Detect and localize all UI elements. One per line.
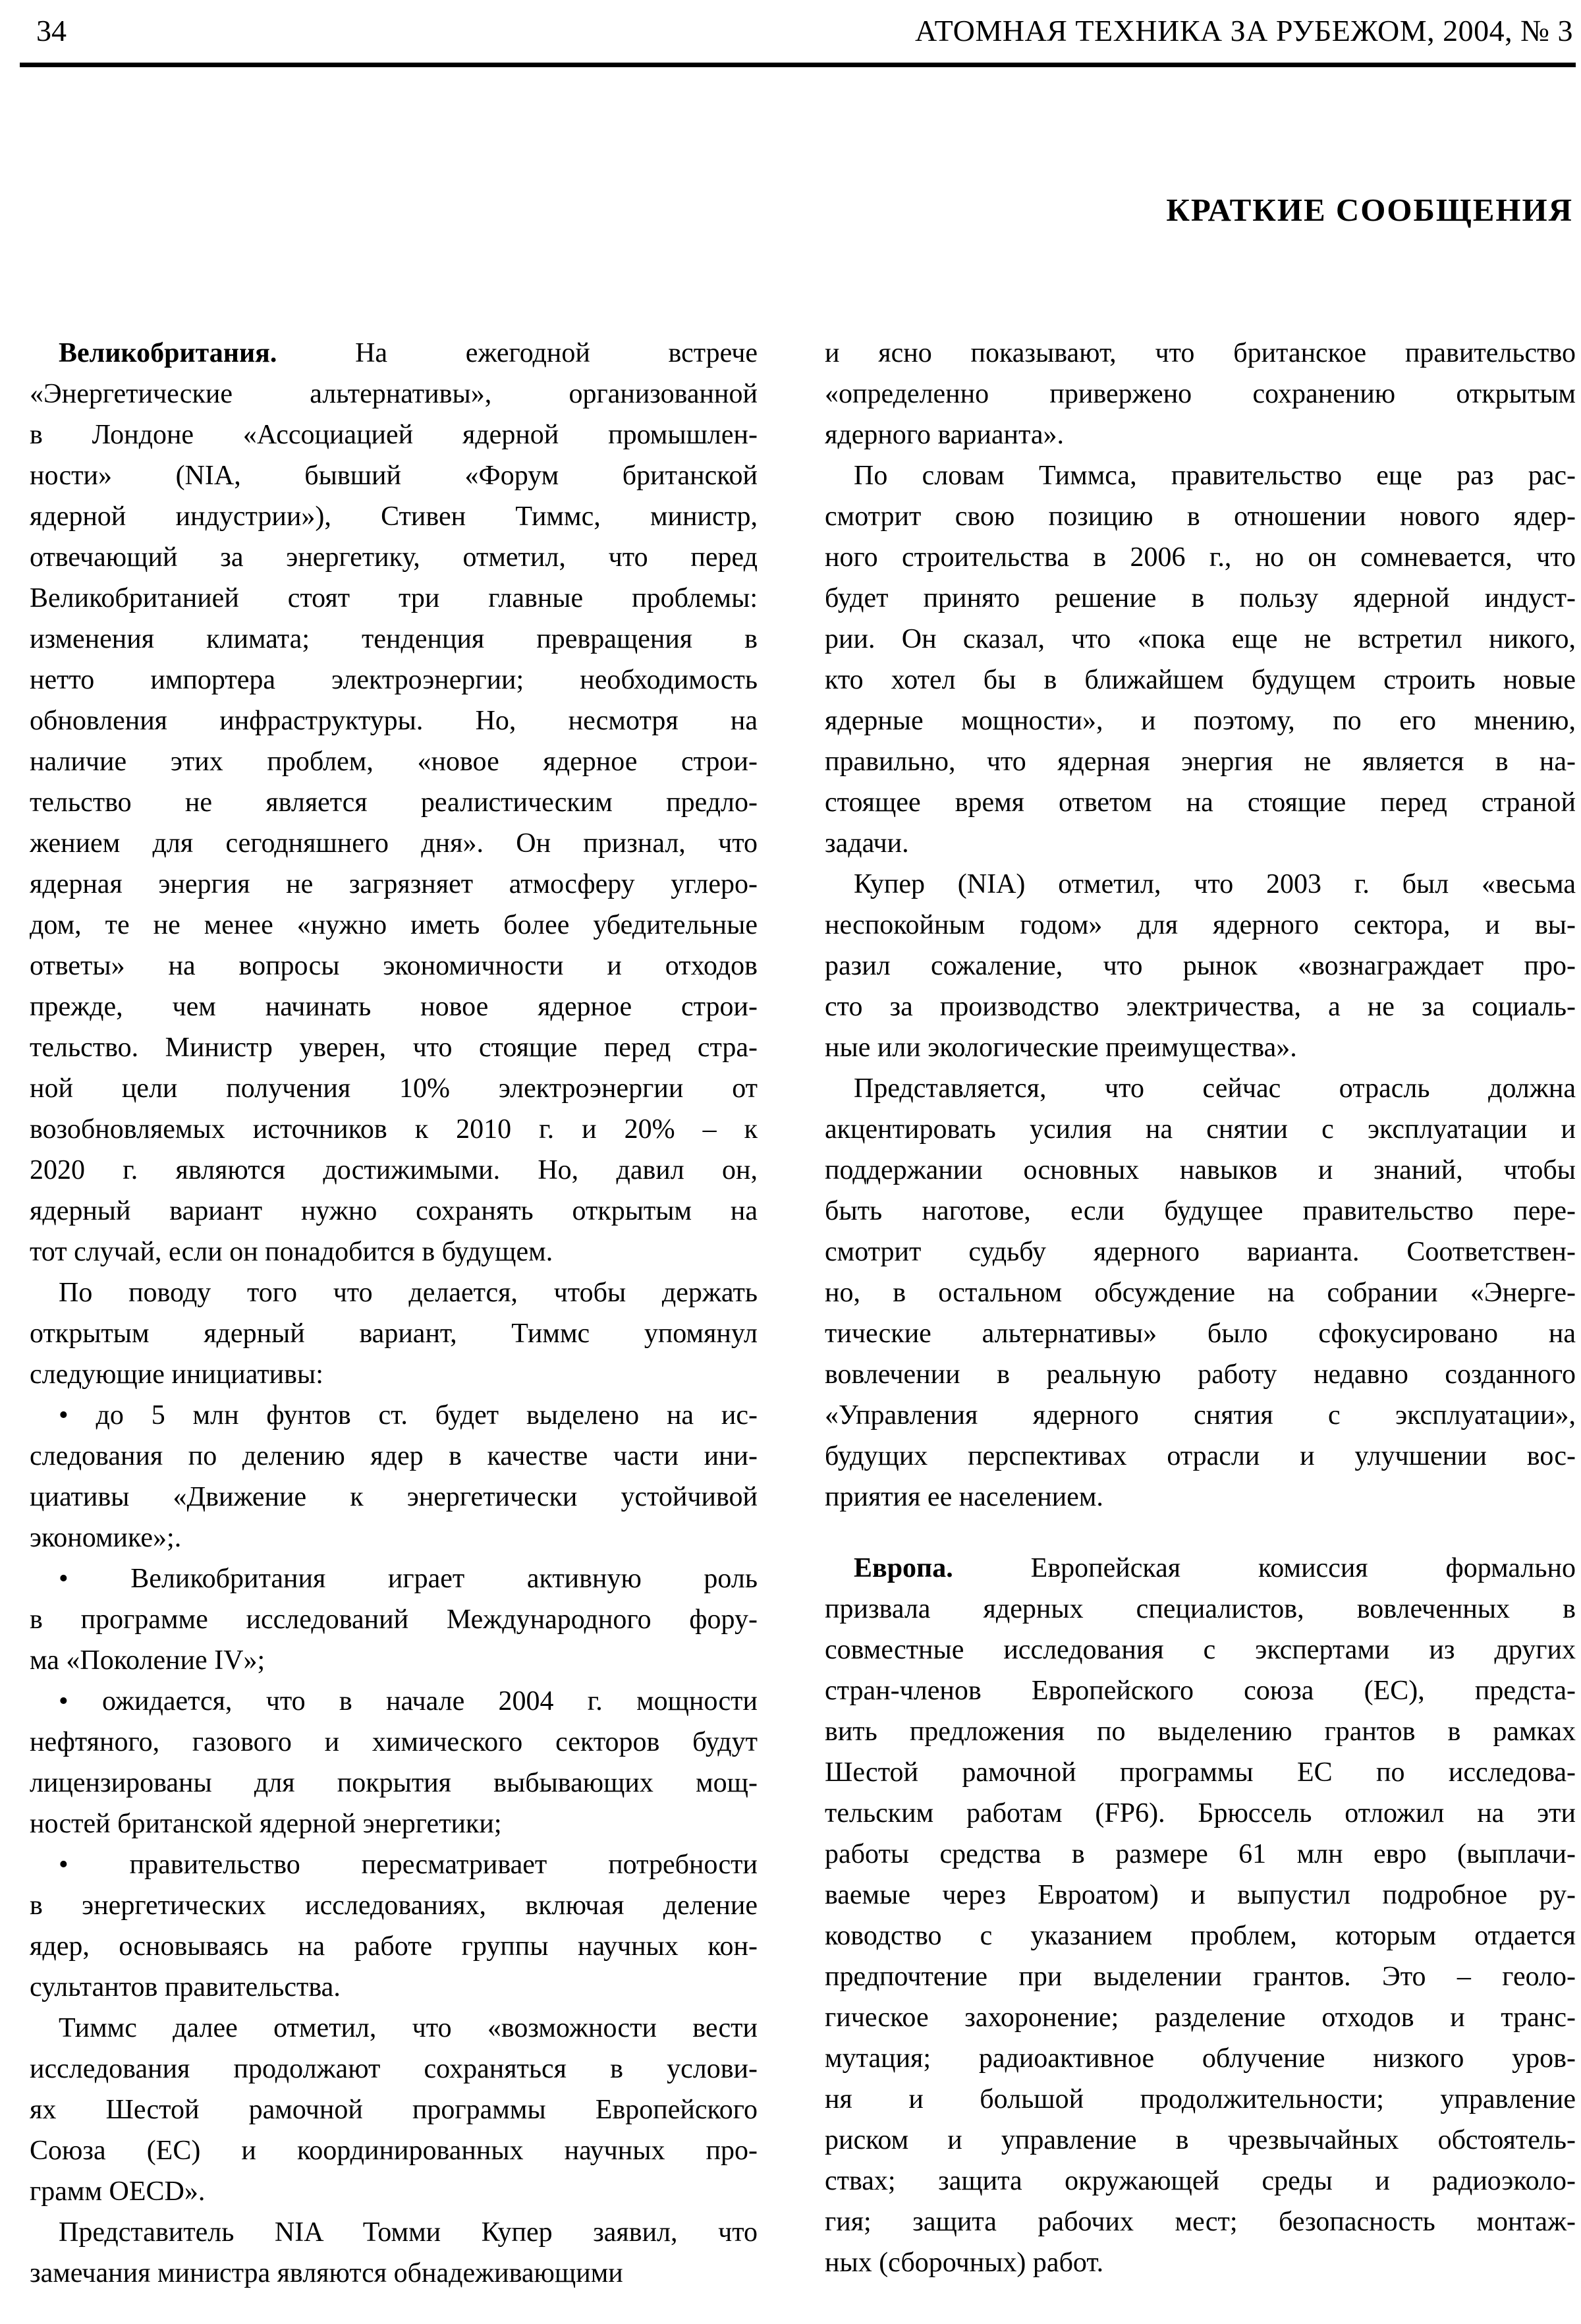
text-line: прежде, чем начинать новое ядерное строи-	[30, 992, 758, 1022]
paragraph	[825, 864, 1576, 1068]
text-line: неспокойным годом» для ядерного сектора, и вы-	[825, 910, 1576, 940]
paragraph	[825, 455, 1576, 864]
text-line: ядерный вариант нужно сохранять открытым на	[30, 1196, 758, 1226]
text-line: «определенно привержено сохранению открытым	[825, 379, 1576, 409]
paragraph	[30, 1681, 758, 1844]
text-line: нетто импортера электроэнергии; необходимость	[30, 665, 758, 695]
paragraph	[825, 1068, 1576, 1517]
journal-title: АТОМНАЯ ТЕХНИКА ЗА РУБЕЖОМ, 2004, № 3	[914, 14, 1573, 47]
text-line: По поводу того что делается, чтобы держать	[59, 1278, 758, 1308]
text-line: обновления инфраструктуры. Но, несмотря на	[30, 706, 758, 736]
text-line: работы средства в размере 61 млн евро (выплачи-	[825, 1839, 1576, 1869]
text-line: смотрит судьбу ядерного варианта. Соответствен-	[825, 1237, 1576, 1267]
header-rule	[20, 63, 1576, 67]
text-line: лицензированы для покрытия выбывающих мощ-	[30, 1768, 758, 1798]
text-line: гия; защита рабочих мест; безопасность монтаж-	[825, 2207, 1576, 2237]
text-line: быть наготове, если будущее правительство пере-	[825, 1196, 1576, 1226]
text-line: ядерные мощности», и поэтому, по его мнению,	[825, 706, 1576, 736]
text-line: дом, те не менее «нужно иметь более убедительные	[30, 910, 758, 940]
text-line: следования по делению ядер в качестве части ини-	[30, 1441, 758, 1471]
text-line: сультантов правительства.	[30, 1972, 341, 2002]
text-line: тельство не является реалистическим предло-	[30, 787, 758, 818]
text-line: экономике»;.	[30, 1523, 182, 1553]
text-line: открытым ядерный вариант, Тиммс упомянул	[30, 1318, 758, 1349]
text-line: мутация; радиоактивное облучение низкого уров-	[825, 2043, 1576, 2074]
text-line: призвала ядерных специалистов, вовлеченных в	[825, 1594, 1576, 1624]
text-line: ваемые через Евроатом) и выпустил подробное ру-	[825, 1880, 1576, 1910]
text-line: ядер, основываясь на работе группы научных кон-	[30, 1931, 758, 1962]
text-line: приятия ее населением.	[825, 1482, 1103, 1512]
text-line: «Управления ядерного снятия с эксплуатации»,	[825, 1400, 1576, 1431]
text-line: Представитель NIA Томми Купер заявил, что	[59, 2217, 758, 2248]
text-line: По словам Тиммса, правительство еще раз рас-	[854, 461, 1576, 491]
paragraph	[825, 333, 1576, 455]
paragraph	[30, 1272, 758, 1395]
text-line: исследования продолжают сохраняться в услови-	[30, 2054, 758, 2084]
text-line: • до 5 млн фунтов ст. будет выделено на ис-	[59, 1400, 758, 1431]
text-line: жением для сегодняшнего дня». Он признал, что	[30, 828, 758, 859]
page-header	[36, 12, 1573, 50]
paragraph-lead: Европа.	[854, 1553, 953, 1583]
text-line: циативы «Движение к энергетически устойчивой	[30, 1482, 758, 1512]
text-line: ма «Поколение IV»;	[30, 1645, 265, 1676]
text-line: • ожидается, что в начале 2004 г. мощности	[59, 1686, 758, 1716]
text-line: Шестой рамочной программы ЕС по исследова-	[825, 1757, 1576, 1788]
text-line: Великобритания. На ежегодной встрече	[59, 338, 758, 368]
text-line: в Лондоне «Ассоциацией ядерной промышлен-	[30, 420, 758, 450]
text-line: смотрит свою позицию в отношении нового ядер-	[825, 501, 1576, 532]
text-line: рии. Он сказал, что «пока еще не встретил никого,	[825, 624, 1576, 654]
text-line: предпочтение при выделении грантов. Это – геоло-	[825, 1962, 1576, 1992]
paragraph	[30, 1844, 758, 2008]
text-line: • Великобритания играет активную роль	[59, 1564, 758, 1594]
text-line: ядерной индустрии»), Стивен Тиммс, министр,	[30, 501, 758, 532]
text-line: «Энергетические альтернативы», организованной	[30, 379, 758, 409]
text-line: Купер (NIA) отметил, что 2003 г. был «весьма	[854, 869, 1576, 899]
text-line: но, в остальном обсуждение на собрании «Энерге-	[825, 1278, 1576, 1308]
text-line: ответы» на вопросы экономичности и отходов	[30, 951, 758, 981]
text-line: стоящее время ответом на стоящие перед страной	[825, 787, 1576, 818]
text-line: задачи.	[825, 828, 909, 859]
text-line: кто хотел бы в ближайшем будущем строить новые	[825, 665, 1576, 695]
text-line: сто за производство электричества, а не за социаль-	[825, 992, 1576, 1022]
text-line: ные или экологические преимущества».	[825, 1033, 1297, 1063]
text-line: тельство. Министр уверен, что стоящие перед стра-	[30, 1033, 758, 1063]
text-line: будущих перспективах отрасли и улучшении вос-	[825, 1441, 1576, 1471]
page-number: 34	[36, 14, 67, 47]
text-line: совместные исследования с экспертами из других	[825, 1635, 1576, 1665]
text-line: • правительство пересматривает потребности	[59, 1850, 758, 1880]
text-line: риском и управление в чрезвычайных обстоятель-	[825, 2125, 1576, 2155]
text-line: тельским работам (FP6). Брюссель отложил на эти	[825, 1798, 1576, 1828]
text-line: 2020 г. являются достижимыми. Но, давил он,	[30, 1155, 758, 1185]
text-line: поддержании основных навыков и знаний, чтобы	[825, 1155, 1576, 1185]
paragraph	[825, 1548, 1576, 2283]
text-line: вить предложения по выделению грантов в рамках	[825, 1716, 1576, 1747]
text-line: стран-членов Европейского союза (ЕС), предста-	[825, 1676, 1576, 1706]
text-line: грамм OECD».	[30, 2176, 206, 2207]
paragraph-lead: Великобритания.	[59, 338, 277, 368]
paragraph	[30, 1558, 758, 1681]
text-line: тот случай, если он понадобится в будущем.	[30, 1237, 553, 1267]
text-line: ностей британской ядерной энергетики;	[30, 1809, 502, 1839]
text-line: замечания министра являются обнадеживающими	[30, 2258, 623, 2288]
text-line: отвечающий за энергетику, отметил, что перед	[30, 542, 758, 573]
text-line: будет принято решение в пользу ядерной индуст-	[825, 583, 1576, 613]
paragraph	[30, 1395, 758, 1558]
text-line: ях Шестой рамочной программы Европейского	[30, 2095, 758, 2125]
text-line: ных (сборочных) работ.	[825, 2248, 1104, 2278]
paragraph	[30, 2212, 758, 2294]
text-line: ного строительства в 2006 г., но он сомневается, что	[825, 542, 1576, 573]
text-line: в программе исследований Международного фору-	[30, 1604, 758, 1635]
text-line: и ясно показывают, что британское правительство	[825, 338, 1576, 368]
text-line: нефтяного, газового и химического секторов будут	[30, 1727, 758, 1757]
text-line: Великобританией стоят три главные проблемы:	[30, 583, 758, 613]
text-line: вовлечении в реальную работу недавно созданного	[825, 1359, 1576, 1390]
text-line: тические альтернативы» было сфокусировано на	[825, 1318, 1576, 1349]
text-line: ядерная энергия не загрязняет атмосферу углеро-	[30, 869, 758, 899]
text-line: гическое захоронение; разделение отходов и транс-	[825, 2002, 1576, 2033]
text-line: ня и большой продолжительности; управление	[825, 2084, 1576, 2114]
text-line: ководство с указанием проблем, которым отдается	[825, 1921, 1576, 1951]
text-line: разил сожаление, что рынок «вознаграждает про-	[825, 951, 1576, 981]
text-line: Европа. Европейская комиссия формально	[854, 1553, 1576, 1583]
text-line: следующие инициативы:	[30, 1359, 323, 1390]
text-line: ности» (NIA, бывший «Форум британской	[30, 461, 758, 491]
text-line: ствах; защита окружающей среды и радиоэколо-	[825, 2166, 1576, 2196]
right-column	[825, 333, 1576, 2283]
text-line: возобновляемых источников к 2010 г. и 20% – к	[30, 1114, 758, 1145]
text-line: в энергетических исследованиях, включая деление	[30, 1890, 758, 1921]
text-line: правильно, что ядерная энергия не является в на-	[825, 747, 1576, 777]
text-line: акцентировать усилия на снятии с эксплуатации и	[825, 1114, 1576, 1145]
paragraph	[30, 2008, 758, 2212]
text-line: Союза (ЕС) и координированных научных про-	[30, 2136, 758, 2166]
text-line: ядерного варианта».	[825, 420, 1065, 450]
text-line: ной цели получения 10% электроэнергии от	[30, 1073, 758, 1104]
text-line: Тиммс далее отметил, что «возможности вести	[59, 2013, 758, 2043]
text-line: наличие этих проблем, «новое ядерное строи-	[30, 747, 758, 777]
text-line: Представляется, что сейчас отрасль должна	[854, 1073, 1576, 1104]
text-line: изменения климата; тенденция превращения в	[30, 624, 758, 654]
left-column	[30, 333, 758, 2294]
paragraph	[30, 333, 758, 1272]
section-title: КРАТКИЕ СООБЩЕНИЯ	[1166, 192, 1573, 228]
